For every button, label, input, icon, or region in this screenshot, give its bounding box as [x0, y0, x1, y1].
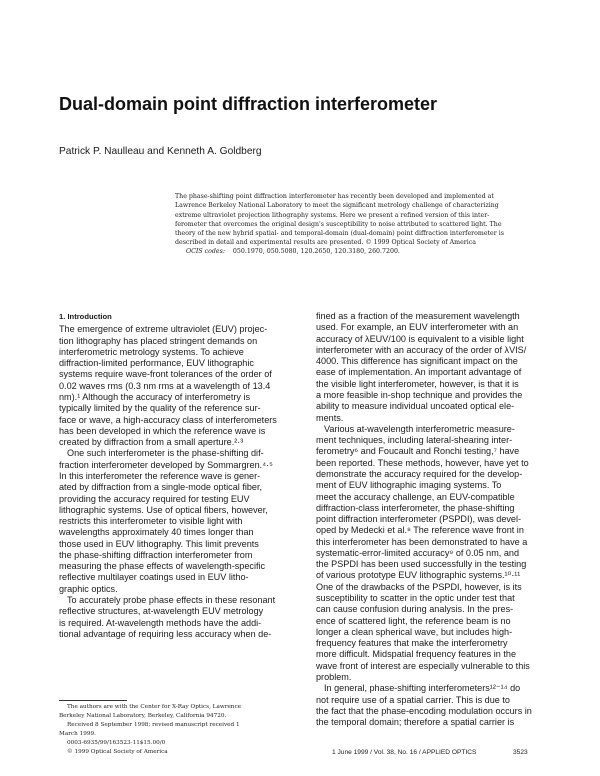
- footnote-rule: [59, 700, 127, 701]
- body-text-line: point diffraction interferometer (PSPDI), was devel-: [316, 514, 522, 525]
- body-text-line: the PSPDI has been used successfully in the testing: [316, 559, 527, 570]
- abstract-line: described in detail and experimental results are presented. © 1999 Optical Society of America: [175, 239, 477, 247]
- body-text-line: systematic-error-limited accuracy⁹ of 0.05 nm, and: [316, 547, 520, 558]
- body-text-line: fined as a fraction of the measurement wavelength: [316, 311, 520, 321]
- body-text-line: To accurately probe phase effects in these resonant: [67, 595, 276, 606]
- body-text-line: has been developed in which the reference wave is: [59, 425, 266, 436]
- body-text-line: oped by Medecki et al.⁸ The reference wave front in: [316, 525, 524, 536]
- body-text-line: ated by diffraction from a single-mode optical fiber,: [59, 482, 263, 493]
- body-text-line: systems require wave-front tolerances of the order of: [59, 369, 272, 380]
- abstract-line: extreme ultraviolet projection lithography systems. Here we present a refined version of this inter-: [175, 211, 490, 219]
- body-text-line: tional advantage of requiring less accuracy when de-: [59, 628, 272, 639]
- body-text-line: interferometer with an accuracy of the order of λVIS/: [316, 344, 527, 355]
- body-text-line: ease of implementation. An important advantage of: [316, 367, 522, 378]
- page-number: 3523: [513, 749, 528, 756]
- abstract-line: Lawrence Berkeley National Laboratory to meet the significant metrology challenge of characterizing: [175, 202, 499, 210]
- body-text-line: typically limited by the quality of the reference sur-: [59, 403, 261, 414]
- body-text-line: more difficult. Midspatial frequency features in the: [316, 649, 516, 660]
- body-text-line: lithographic systems. Use of optical fibers, however,: [59, 504, 268, 515]
- body-text-line: reflective structures, at-wavelength EUV metrology: [59, 606, 264, 617]
- body-text-line: frequency features that make the interferometry: [316, 638, 508, 649]
- footnote-line: © 1999 Optical Society of America: [67, 748, 168, 755]
- body-text-line: providing the accuracy required for testing EUV: [59, 493, 250, 504]
- abstract-line: The phase-shifting point diffraction interferometer has recently been developed and implemented at: [175, 193, 494, 200]
- abstract-line: ferometer that overcomes the original design's susceptibility to noise attributed to scattered light. The: [175, 220, 502, 228]
- ocis-label: OCIS codes:: [186, 248, 225, 255]
- body-text-line: not require use of a spatial carrier. This is due to: [316, 694, 510, 705]
- body-text-line: longer a clean spherical wave, but includes high-: [316, 626, 513, 637]
- ocis-codes: [186, 248, 400, 255]
- footnote-line: 0003-6935/99/163523-11$15.00/0: [67, 739, 166, 746]
- body-text-line: problem.: [316, 672, 352, 682]
- body-text-line: ments.: [316, 412, 344, 423]
- body-text-line: those used in EUV lithography. This limit prevents: [59, 538, 259, 549]
- body-text-line: ment techniques, including lateral-shearing inter-: [316, 435, 513, 446]
- journal-footer: 1 June 1999 / Vol. 38, No. 16 / APPLIED OPTICS: [332, 749, 477, 756]
- body-text-line: of various prototype EUV lithographic systems.¹⁰·¹¹: [316, 570, 521, 581]
- body-text-line: created by diffraction from a small aperture.²·³: [59, 437, 244, 448]
- body-text-line: In this interferometer the reference wave is gener-: [59, 470, 261, 481]
- body-text-line: In general, phase-shifting interferometers¹²⁻¹⁴ do: [324, 683, 521, 694]
- body-text-line: measuring the phase effects of wavelength-specific: [59, 561, 266, 572]
- body-text-line: graphic optics.: [59, 583, 118, 594]
- body-text-line: wave front of interest are especially vulnerable to this: [316, 660, 530, 671]
- body-text-line: can cause confusion during analysis. In the pres-: [316, 604, 514, 615]
- body-text-line: fraction interferometer developed by Sommargren.⁴·⁵: [59, 459, 273, 470]
- right-column: [316, 311, 546, 728]
- body-text-line: restricts this interferometer to visible light with: [59, 516, 243, 527]
- body-text-line: the phase-shifting diffraction interferometer from: [59, 549, 253, 560]
- body-text-line: The emergence of extreme ultraviolet (EUV) projec-: [59, 324, 268, 335]
- abstract: [175, 192, 545, 248]
- body-text-line: the fact that the phase-encoding modulation occurs in: [316, 705, 532, 716]
- body-text-line: face or wave, a high-accuracy class of interferometers: [59, 414, 277, 425]
- footnote-line: March 1999.: [59, 730, 96, 737]
- body-text-line: the temporal domain; therefore a spatial carrier is: [316, 717, 515, 728]
- ocis-code-list: 050.1970, 050.5080, 120.2650, 120.3180, 260.7200.: [232, 248, 400, 255]
- body-text-line: One of the drawbacks of the PSPDI, however, is its: [316, 581, 522, 592]
- body-text-line: ment of EUV lithographic imaging systems. To: [316, 480, 502, 491]
- left-column: [59, 311, 302, 640]
- body-text-line: ability to measure individual uncoated optical ele-: [316, 401, 515, 412]
- article-title: Dual-domain point diffraction interferometer: [59, 94, 438, 114]
- footnotes: [59, 703, 302, 756]
- footnote-line: Berkeley National Laboratory, Berkeley, California 94720.: [59, 712, 227, 719]
- body-text-line: tion lithography has placed stringent demands on: [59, 335, 258, 346]
- body-text-line: 4000. This difference has significant impact on the: [316, 356, 518, 367]
- body-text-line: ferometry⁶ and Foucault and Ronchi testing,⁷ have: [316, 446, 520, 457]
- body-text-line: 0.02 waves rms (0.3 nm rms at a wavelength of 13.4: [59, 380, 271, 391]
- body-text-line: One such interferometer is the phase-shifting dif-: [67, 448, 264, 459]
- section-heading: 1. Introduction: [59, 312, 112, 321]
- body-text-line: Various at-wavelength interferometric measure-: [324, 423, 515, 434]
- body-text-line: been reported. These methods, however, have yet to: [316, 457, 529, 468]
- body-text-line: the visible light interferometer, however, is that it is: [316, 378, 519, 389]
- body-text-line: accuracy of λEUV/100 is equivalent to a visible light: [316, 333, 524, 344]
- body-text-line: susceptibility to scatter in the optic under test that: [316, 593, 515, 604]
- body-text-line: wavelengths approximately 40 times longer than: [59, 527, 254, 538]
- body-text-line: meet the accuracy challenge, an EUV-compatible: [316, 491, 515, 502]
- body-text-line: diffraction-class interferometer, the phase-shifting: [316, 502, 515, 513]
- author-list: Patrick P. Naulleau and Kenneth A. Goldberg: [59, 146, 262, 157]
- body-text-line: interferometric metrology systems. To achieve: [59, 346, 244, 357]
- body-text-line: a more feasible in-shop technique and provides the: [316, 389, 523, 400]
- body-text-line: this interferometer has been demonstrated to have a: [316, 536, 528, 547]
- footnote-line: Received 8 September 1998; revised manuscript received 1: [67, 721, 240, 728]
- footnote-line: The authors are with the Center for X-Ray Optics, Lawrence: [67, 704, 242, 710]
- body-text-line: ence of scattered light, the reference beam is no: [316, 615, 511, 626]
- body-text-line: demonstrate the accuracy required for the develop-: [316, 468, 523, 479]
- body-text-line: nm).¹ Although the accuracy of interferometry is: [59, 391, 251, 402]
- body-text-line: diffraction-limited performance, EUV lithographic: [59, 358, 254, 369]
- body-text-line: is required. At-wavelength methods have the addi-: [59, 617, 262, 628]
- body-text-line: used. For example, an EUV interferometer with an: [316, 322, 519, 333]
- abstract-line: theory of the new hybrid spatial- and temporal-domain (dual-domain) point diffraction interferometer is: [175, 230, 504, 238]
- body-text-line: reflective multilayer coatings used in EUV litho-: [59, 572, 249, 583]
